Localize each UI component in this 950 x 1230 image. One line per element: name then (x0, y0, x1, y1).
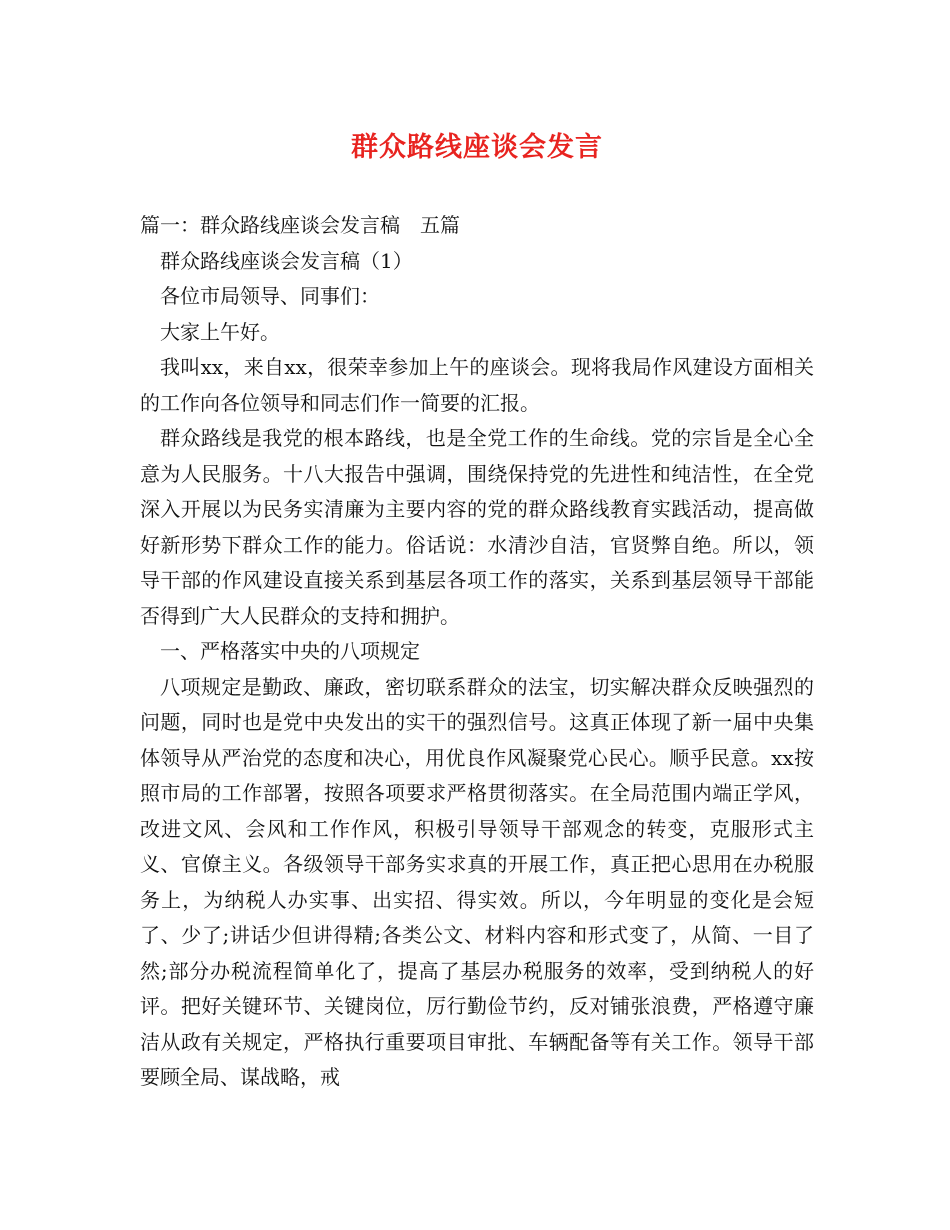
salutation: 各位市局领导、同事们： (160, 284, 380, 308)
intro-paragraph: 我叫xx，来自xx，很荣幸参加上午的座谈会。现将我局作风建设方面相关的工作向各位领导和同志们作一简要的汇报。 (140, 355, 814, 415)
section-heading: 一、严格落实中央的八项规定 (160, 639, 420, 663)
mass-line-paragraph: 群众路线是我党的根本路线，也是全党工作的生命线。党的宗旨是全心全意为人民服务。十八大报告中强调，围绕保持党的先进性和纯洁性，在全党深入开展以为民务实清廉为主要内容的党的群众路线教育实践活动，提高做好新形势下群众工作的能力。俗话说：水清沙自洁，官贤弊自绝。所以，领导干部的作风建设直接关系到基层各项工作的落实，关系到基层领导干部能否得到广大人民群众的支持和拥护。 (140, 426, 814, 628)
document-title: 群众路线座谈会发言 (351, 132, 603, 163)
greeting: 大家上午好。 (160, 319, 280, 344)
speech-subheading: 群众路线座谈会发言稿（1） (160, 248, 413, 273)
document-page (140, 128, 814, 1096)
section-paragraph: 八项规定是勤政、廉政，密切联系群众的法宝，切实解决群众反映强烈的问题，同时也是党中央发出的实干的强烈信号。这真正体现了新一届中央集体领导从严治党的态度和决心，用优良作风凝聚党心民心。顺乎民意。xx按照市局的工作部署，按照各项要求严格贯彻落实。在全局范围内端正学风，改进文风、会风和工作作风，积极引导领导干部观念的转变，克服形式主义、官僚主义。各级领导干部务实求真的开展工作，真正把心思用在办税服务上，为纳税人办实事、出实招、得实效。所以，今年明显的变化是会短了、少了;讲话少但讲得精;各类公文、材料内容和形式变了，从简、一目了然;部分办税流程简单化了，提高了基层办税服务的效率，受到纳税人的好评。把好关键环节、关键岗位，厉行勤俭节约，反对铺张浪费，严格遵守廉洁从政有关规定，严格执行重要项目审批、车辆配备等有关工作。领导干部要顾全局、谋战略，戒 (140, 674, 814, 1089)
article-heading: 篇一：群众路线座谈会发言稿 五篇 (140, 213, 460, 237)
